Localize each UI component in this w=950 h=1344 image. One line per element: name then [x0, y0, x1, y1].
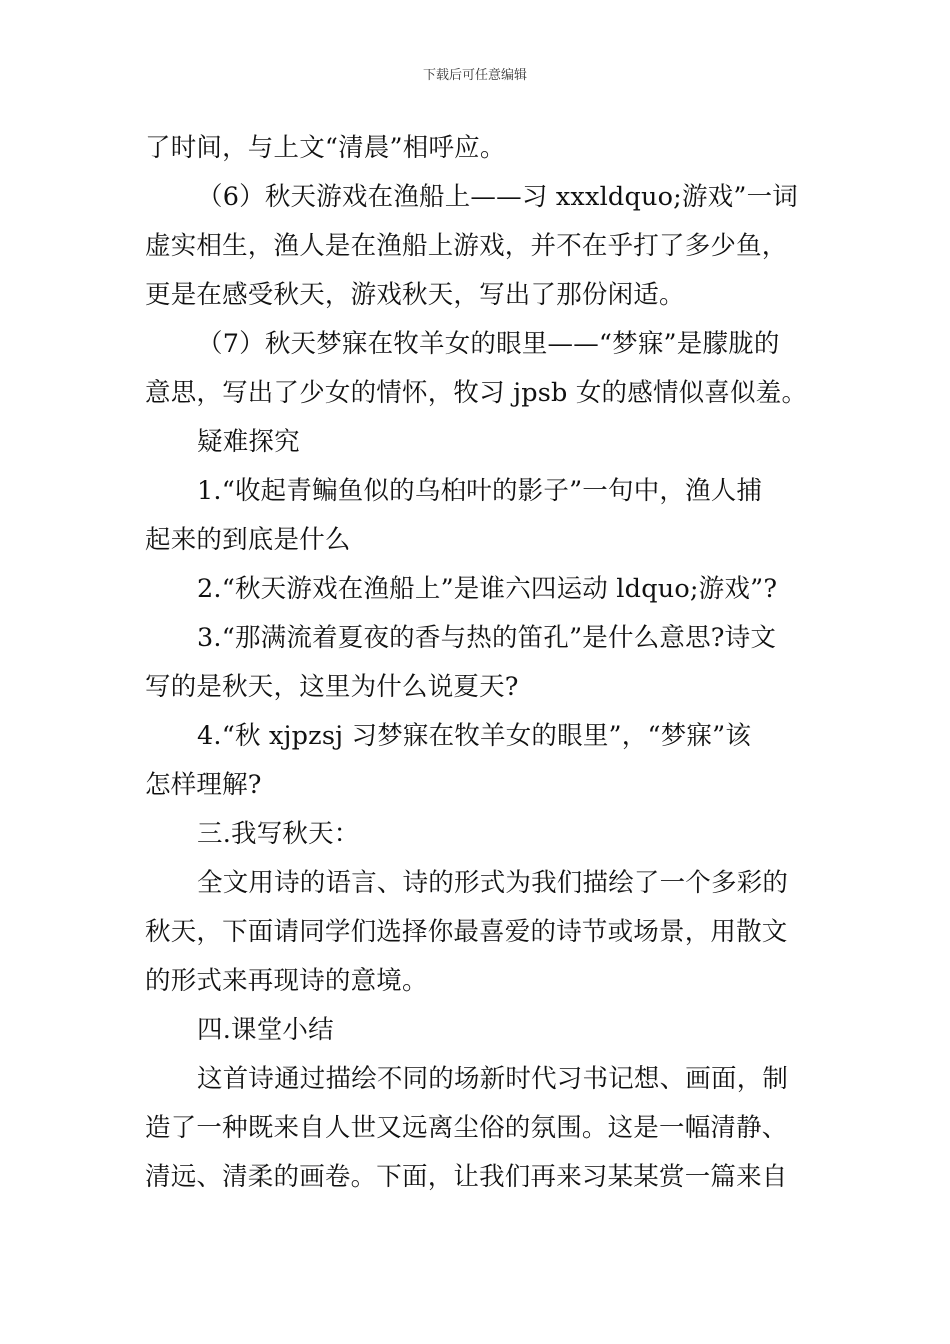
text-line: 全文用诗的语言、诗的形式为我们描绘了一个多彩的 — [197, 868, 789, 898]
text-line: 起来的到底是什么 — [145, 525, 351, 555]
text-line: 1.“收起青鳊鱼似的乌桕叶的影子”一句中，渔人捕 — [197, 476, 763, 506]
document-body — [145, 124, 810, 1202]
section-heading: 四.课堂小结 — [197, 1015, 334, 1045]
text-line: 这首诗通过描绘不同的场新时代习书记想、画面，制 — [197, 1064, 789, 1094]
text-line: （6）秋天游戏在渔船上——习 xxxldquo;游戏”一词 — [197, 182, 798, 212]
text-line: （7）秋天梦寐在牧羊女的眼里——“梦寐”是朦胧的 — [197, 329, 780, 359]
section-heading: 疑难探究 — [197, 427, 300, 457]
text-line: 4.“秋 xjpzsj 习梦寐在牧羊女的眼里”，“梦寐”该 — [197, 721, 752, 751]
text-line: 清远、清柔的画卷。下面，让我们再来习某某赏一篇来自 — [145, 1162, 788, 1192]
text-line: 2.“秋天游戏在渔船上”是谁六四运动 ldquo;游戏”? — [197, 574, 778, 604]
text-line: 写的是秋天，这里为什么说夏天? — [145, 672, 519, 702]
section-heading: 三.我写秋天： — [197, 819, 360, 849]
page-header: 下载后可任意编辑 — [422, 68, 527, 83]
text-line: 3.“那满流着夏夜的香与热的笛孔”是什么意思?诗文 — [197, 623, 777, 653]
text-line: 虚实相生，渔人是在渔船上游戏，并不在乎打了多少鱼， — [145, 231, 788, 261]
text-line: 意思，写出了少女的情怀，牧习 jpsb 女的感情似喜似羞。 — [145, 378, 808, 408]
text-line: 秋天，下面请同学们选择你最喜爱的诗节或场景，用散文 — [145, 917, 788, 947]
text-line: 造了一种既来自人世又远离尘俗的氛围。这是一幅清静、 — [145, 1113, 788, 1143]
text-line: 了时间，与上文“清晨”相呼应。 — [145, 133, 506, 163]
text-line: 的形式来再现诗的意境。 — [145, 966, 428, 996]
text-line: 怎样理解? — [145, 770, 262, 800]
text-line: 更是在感受秋天，游戏秋天，写出了那份闲适。 — [145, 280, 685, 310]
